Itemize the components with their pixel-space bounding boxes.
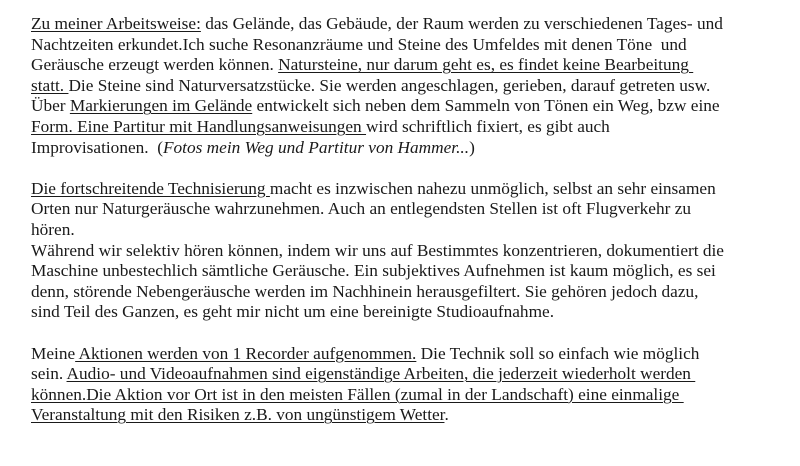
- text-segment: Geräusche erzeugt werden können.: [31, 55, 279, 75]
- underlined-text: Veranstaltung mit den Risiken z.B. von ungünstigem Wetter: [31, 405, 445, 425]
- text-line: [31, 241, 791, 262]
- text-segment: entwickelt sich neben dem Sammeln von Tönen ein Weg, bzw eine: [252, 96, 720, 116]
- text-line: [31, 199, 791, 220]
- underlined-text: Die fortschreitende Technisierung: [31, 178, 270, 198]
- text-line: [31, 117, 791, 138]
- text-line: [31, 35, 791, 56]
- paragraph: [31, 14, 791, 158]
- text-line: [31, 261, 791, 282]
- text-line: [31, 179, 791, 200]
- underlined-text: Zu meiner Arbeitsweise:: [31, 14, 201, 33]
- text-line: [31, 14, 791, 35]
- text-line: [31, 302, 791, 323]
- text-segment: Während wir selektiv hören können, indem wir uns auf Bestimmtes konzentrieren, dokumentiert die: [31, 240, 724, 260]
- underlined-text: Audio- und Videoaufnahmen sind eigenständige Arbeiten, die jederzeit wiederholt werden: [66, 364, 696, 384]
- underlined-text: Form. Eine Partitur mit Handlungsanweisungen: [31, 116, 367, 136]
- underlined-text: statt.: [31, 75, 69, 95]
- document-page: [31, 14, 791, 426]
- paragraph-gap: [31, 158, 791, 179]
- text-line: [31, 96, 791, 117]
- underlined-text: können.Die Aktion vor Ort ist in den meisten Fällen (zumal in der Landschaft) eine einmalige: [31, 384, 684, 404]
- paragraph-gap: [31, 323, 791, 344]
- paragraph: [31, 179, 791, 323]
- text-line: [31, 364, 791, 385]
- text-segment: Improvisationen. (: [31, 137, 163, 157]
- text-segment: Die Steine sind Naturversatzstücke. Sie werden angeschlagen, gerieben, darauf getreten usw.: [68, 75, 711, 95]
- text-line: [31, 385, 791, 406]
- text-segment: .: [444, 405, 449, 425]
- text-line: [31, 138, 791, 159]
- text-line: [31, 282, 791, 303]
- text-line: [31, 344, 791, 365]
- text-segment: ): [469, 137, 475, 157]
- text-segment: Orten nur Naturgeräusche wahrzunehmen. Auch an entlegendsten Stellen ist oft Flugverkehr zu: [31, 199, 692, 219]
- text-segment: Nachtzeiten erkundet.Ich suche Resonanzräume und Steine des Umfeldes mit denen Töne und: [31, 34, 687, 54]
- text-segment: Maschine unbestechlich sämtliche Geräusche. Ein subjektives Aufnehmen ist kaum möglich, es sei: [31, 261, 716, 281]
- paragraph: [31, 344, 791, 426]
- text-segment: Die Technik soll so einfach wie möglich: [416, 343, 700, 363]
- underlined-text: Markierungen im Gelände: [69, 96, 253, 116]
- text-line: [31, 220, 791, 241]
- text-segment: macht es inzwischen nahezu unmöglich, selbst an sehr einsamen: [269, 178, 716, 198]
- text-line: [31, 76, 791, 97]
- text-line: [31, 55, 791, 76]
- text-line: [31, 405, 791, 426]
- underlined-text: Aktionen werden von 1 Recorder aufgenommen.: [75, 343, 417, 363]
- text-segment: Über: [31, 96, 70, 116]
- text-segment: sind Teil des Ganzen, es geht mir nicht um eine bereinigte Studioaufnahme.: [31, 302, 555, 322]
- text-segment: sein.: [31, 364, 67, 384]
- text-segment: wird schriftlich fixiert, es gibt auch: [366, 116, 610, 136]
- italic-text: Fotos mein Weg und Partitur von Hammer...: [162, 137, 470, 157]
- text-segment: das Gelände, das Gebäude, der Raum werden zu verschiedenen Tages- und: [200, 14, 723, 33]
- text-segment: denn, störende Nebengeräusche werden im Nachhinein herausgefiltert. Sie gehören jedoch dazu,: [31, 281, 699, 301]
- underlined-text: Natursteine, nur darum geht es, es findet keine Bearbeitung: [278, 55, 694, 75]
- text-segment: hören.: [31, 219, 75, 239]
- text-segment: Meine: [31, 343, 76, 363]
